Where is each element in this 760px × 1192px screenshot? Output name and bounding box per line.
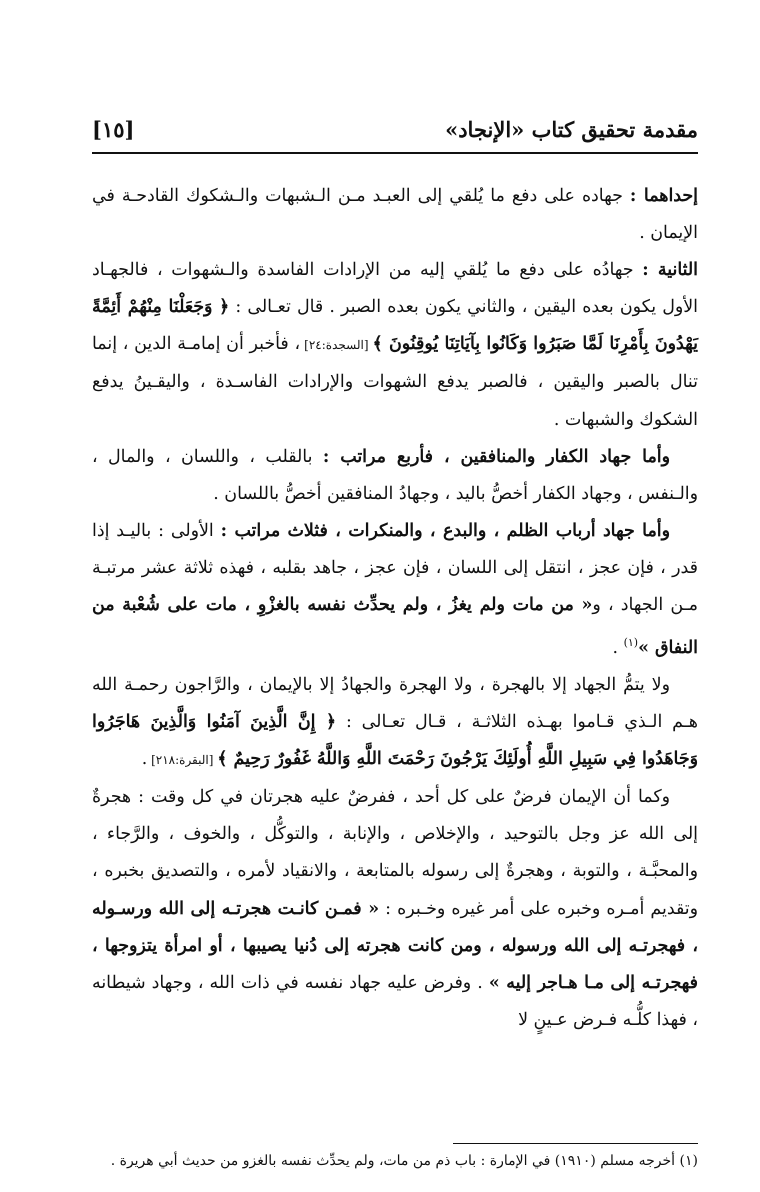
paragraph-lead: الثانية : — [642, 260, 699, 281]
running-title: مقدمة تحقيق كتاب «الإنجاد» — [445, 116, 698, 142]
paragraph-lead: وأما جهاد أرباب الظلم ، والبدع ، والمنكرات ، فثلاث مراتب : — [220, 520, 671, 541]
paragraph-5 — [92, 667, 698, 779]
paragraph-text: جهادُه على دفع ما يُلقي إليه من الإرادات الفاسدة والـشهوات ، فالجهـاد الأول يكون بعده اليقين ، والثاني يكون بعده الصبر . قال تعـالى : — [92, 260, 698, 318]
hadith-quote: « من مات ولم يغزُ ، ولم يحدِّث نفسه بالغزْوِ ، مات على شُعْبة من النفاق » — [92, 595, 698, 658]
page-header — [92, 112, 698, 146]
quran-quote: ﴿ وَجَعَلْنَا مِنْهُمْ أَئِمَّةً يَهْدُونَ بِأَمْرِنَا لَمَّا صَبَرُوا وَكَانُوا بِآيَاتِنَا يُوقِنُونَ ﴾ — [92, 297, 698, 355]
verse-reference: [البقرة:٢١٨] — [147, 753, 218, 768]
paragraph-text: بالقلب ، واللسان ، والمال ، والـنفس ، وجهاد الكفار أخصُّ باليد ، وجهادُ المنافقين أخصُّ باللسان . — [92, 446, 698, 504]
paragraph-text: جهاده على دفع ما يُلقي إلى العبـد مـن الـشبهات والـشكوك القادحـة في الإيمان . — [92, 186, 698, 244]
paragraph-3 — [92, 439, 698, 513]
paragraph-2 — [92, 252, 698, 438]
quran-quote: ﴿ إِنَّ الَّذِينَ آمَنُوا وَالَّذِينَ هَاجَرُوا وَجَاهَدُوا فِي سَبِيلِ اللَّهِ أُولَئِكَ يَرْجُونَ رَحْمَتَ اللَّهِ وَاللَّهُ غَفُورٌ رَحِيمٌ ﴾ — [92, 712, 698, 770]
paragraph-text: . — [141, 749, 148, 770]
paragraph-4 — [92, 513, 698, 667]
verse-reference: [السجدة:٢٤] — [300, 338, 373, 353]
footnote-rule — [453, 1143, 698, 1144]
paragraph-text: . وفرض عليه جهاد نفسه في ذات الله ، وجهاد شيطانه ، فهذا كلُّـه فـرض عـينٍ لا — [92, 972, 698, 1030]
main-text — [92, 178, 698, 1039]
paragraph-text: ، فأخبر أن إمامـة الدين ، إنما تنال بالصبر واليقين ، فالصبر يدفع الشهوات والإرادات الفاسـدة ، واليقـينُ يدفع الشكوك والشبهات . — [92, 334, 698, 430]
paragraph-6 — [92, 779, 698, 1039]
hadith-quote: « فمـن كانـت هجرتـه إلى الله ورسـوله ، فهجرتـه إلى الله ورسوله ، ومن كانت هجرته إلى دُنيا يصيبها ، أو امرأة يتزوجها ، فهجرتـه إلى مـا هـاجر إليه » — [92, 898, 698, 993]
footnote: (١) أخرجه مسلم (١٩١٠) في الإمارة : باب ذم من مات، ولم يحدِّث نفسه بالغزو من حديث أبي هريرة . — [110, 1153, 698, 1169]
footnote-marker: (١) — [623, 636, 639, 650]
paragraph-1 — [92, 178, 698, 252]
paragraph-lead: إحداهما : — [629, 186, 698, 206]
paragraph-text: وكما أن الإيمان فرضٌ على كل أحد ، ففرضٌ عليه هجرتان في كل وقت : هجرةٌ إلى الله عز وجل بالتوحيد ، والإخلاص ، والإنابة ، والتوكُّل ، والخوف ، والرَّجاء ، والمحبَّـة ، والتوبة ، وهجرةٌ إلى رسوله بالمتابعة ، والانقياد لأمره ، والتصديق بخبره ، وتقديم أمـره وخبره على أمر غيره وخـبره : — [92, 787, 698, 919]
paragraph-text: . — [612, 637, 624, 658]
paragraph-text: الأولى : باليـد إذا قدر ، فإن عجز ، انتقل إلى اللسان ، فإن عجز ، جاهد بقلبه ، فهذه ثلاثة عشر مرتبـة مـن الجهاد ، و — [92, 520, 698, 616]
header-rule — [92, 152, 698, 154]
paragraph-lead: وأما جهاد الكفار والمنافقين ، فأربع مراتب : — [322, 446, 670, 467]
page-number: [١٥] — [92, 116, 135, 142]
paragraph-text: ولا يتمُّ الجهاد إلا بالهجرة ، ولا الهجرة والجهادُ إلا بالإيمان ، والرَّاجون رحمـة الله هـم الـذي قـاموا بهـذه الثلاثـة ، قـال تعـالى : — [92, 675, 698, 733]
